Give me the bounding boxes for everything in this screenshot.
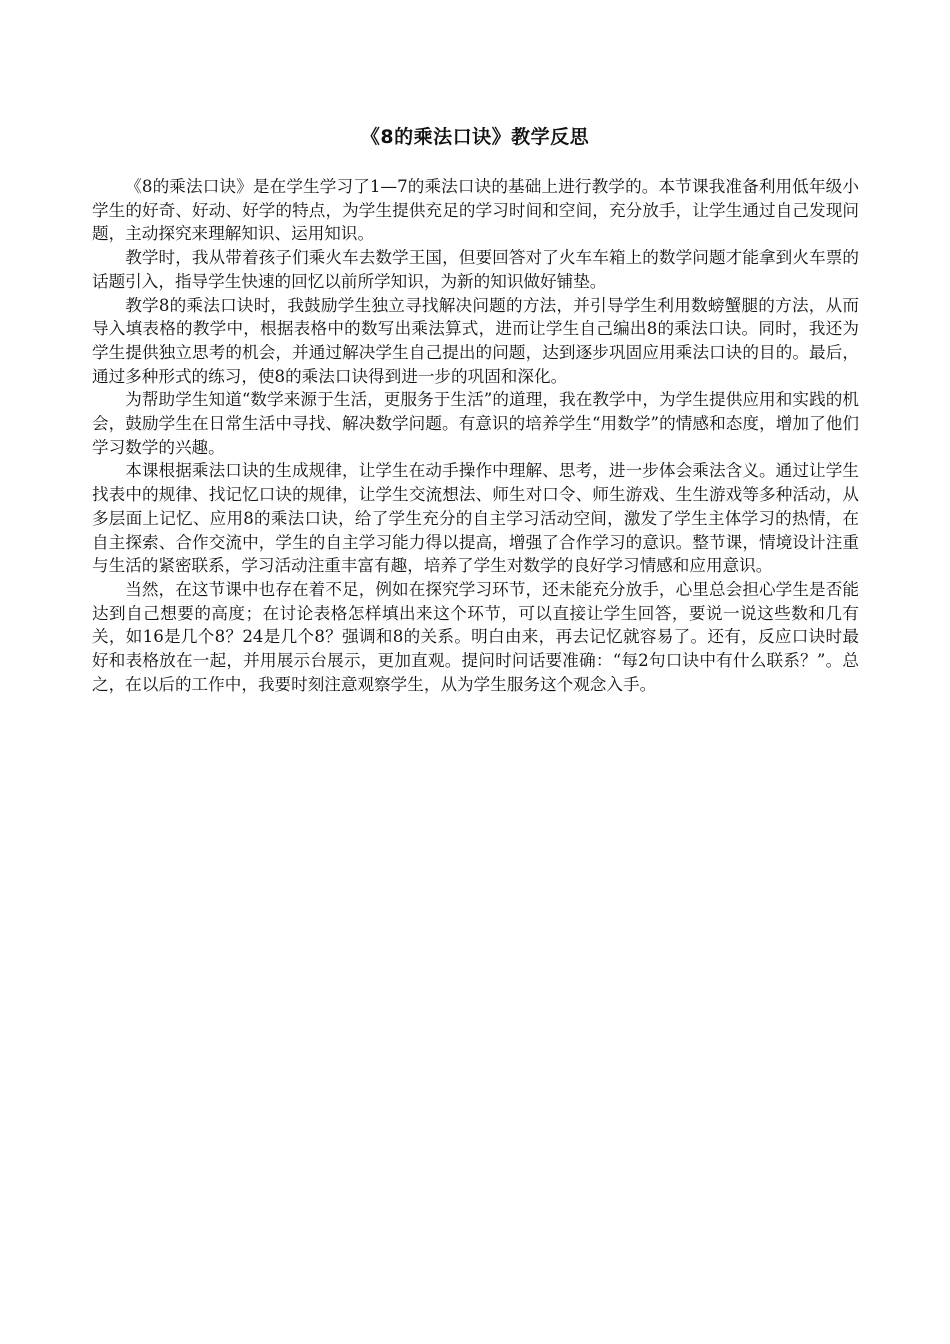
paragraph-activities: 本课根据乘法口诀的生成规律，让学生在动手操作中理解、思考，进一步体会乘法含义。通过让学生找表中的规律、找记忆口诀的规律，让学生交流想法、师生对口令、师生游戏、生生游戏等多种活动，从多层面上记忆、应用8的乘法口诀，给了学生充分的自主学习活动空间，激发了学生主体学习的热情，在自主探索、合作交流中，学生的自主学习能力得以提高，增强了合作学习的意识。整节课，情境设计注重与生活的紧密联系，学习活动注重丰富有趣，培养了学生对数学的良好学习情感和应用意识。	[92, 461, 859, 576]
paragraph-shortcomings: 当然，在这节课中也存在着不足，例如在探究学习环节，还未能充分放手，心里总会担心学生是否能达到自己想要的高度；在讨论表格怎样填出来这个环节，可以直接让学生回答，要说一说这些数和几有关，如16是几个8？24是几个8？强调和8的关系。明白由来，再去记忆就容易了。还有，反应口诀时最好和表格放在一起，并用展示台展示，更加直观。提问时问话要准确：“每2句口诀中有什么联系？”。总之，在以后的工作中，我要时刻注意观察学生，从为学生服务这个观念入手。	[92, 579, 859, 694]
paragraph-introduction-activity: 教学时，我从带着孩子们乘火车去数学王国，但要回答对了火车车箱上的数学问题才能拿到火车票的话题引入，指导学生快速的回忆以前所学知识，为新的知识做好铺垫。	[92, 248, 859, 291]
paragraph-math-in-life: 为帮助学生知道“数学来源于生活，更服务于生活”的道理，我在教学中，为学生提供应用和实践的机会，鼓励学生在日常生活中寻找、解决数学问题。有意识的培养学生“用数学”的情感和态度，增加了他们学习数学的兴趣。	[92, 390, 859, 457]
paragraph-teaching-process: 教学8的乘法口诀时，我鼓励学生独立寻找解决问题的方法，并引导学生利用数螃蟹腿的方法，从而导入填表格的教学中，根据表格中的数写出乘法算式，进而让学生自己编出8的乘法口诀。同时，我还为学生提供独立思考的机会，并通过解决学生自己提出的问题，达到逐步巩固应用乘法口诀的目的。最后，通过多种形式的练习，使8的乘法口诀得到进一步的巩固和深化。	[92, 295, 859, 386]
paragraph-intro: 《8的乘法口诀》是在学生学习了1—7的乘法口诀的基础上进行教学的。本节课我准备利用低年级小学生的好奇、好动、好学的特点，为学生提供充足的学习时间和空间，充分放手，让学生通过自己发现问题，主动探究来理解知识、运用知识。	[92, 177, 859, 244]
document-body	[92, 175, 859, 696]
document-title: 《8的乘法口诀》教学反思	[360, 126, 590, 148]
